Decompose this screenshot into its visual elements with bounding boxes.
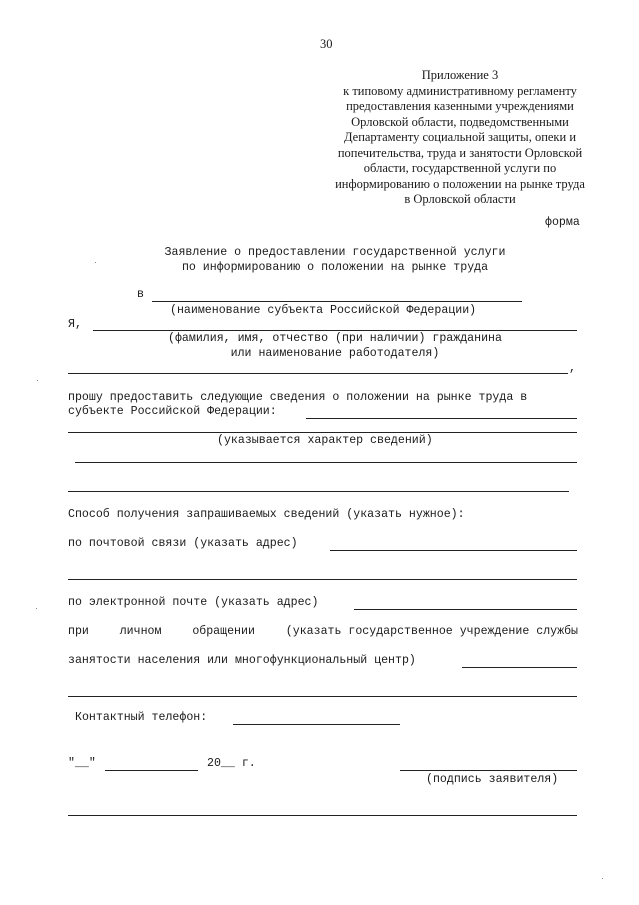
signature-field-line[interactable] [400, 770, 577, 771]
i-prefix: Я, [68, 318, 82, 331]
appendix-line: Орловской области, подведомственными [351, 114, 569, 129]
appendix-title: Приложение 3 [421, 68, 499, 82]
form-heading-line2: по информированию о положении на рынке труда [181, 261, 489, 274]
signature-caption: (подпись заявителя) [426, 773, 559, 786]
form-label: форма [545, 216, 580, 229]
request-text-line1: прошу предоставить следующие сведения о положении на рынке труда в [68, 391, 528, 404]
appendix-line: в Орловской области [404, 192, 516, 206]
in-person-line2: занятости населения или многофункциональный центр) [68, 654, 416, 667]
appendix-line: к типовому административному регламенту [343, 83, 577, 98]
in-person-word: личном [119, 625, 162, 638]
quote-close: " [88, 757, 96, 770]
scan-speck [36, 608, 37, 609]
scan-speck [602, 878, 603, 879]
form-heading-line1: Заявление о предоставлении государственной услуги [164, 246, 506, 259]
scan-speck [95, 262, 96, 263]
subject-field-line[interactable] [152, 301, 522, 302]
in-person-field-line[interactable] [462, 667, 577, 668]
month-field-line[interactable] [105, 770, 198, 771]
email-address-line[interactable] [354, 609, 577, 610]
in-person-word: обращении [192, 625, 255, 638]
in-person-line1 [68, 625, 578, 639]
by-email-label: по электронной почте (указать адрес) [68, 596, 319, 609]
year-suffix: г. [241, 757, 256, 770]
in-person-word: при [68, 625, 89, 638]
bottom-rule [68, 815, 577, 816]
phone-field-line[interactable] [233, 724, 400, 725]
day-blank[interactable]: __ [74, 757, 89, 770]
info-field-line-4[interactable] [68, 491, 569, 492]
year-blank[interactable]: __ [220, 757, 235, 770]
name-caption-line2: или наименование работодателя) [230, 347, 440, 360]
appendix-line: Департаменту социальной защиты, опеки и [343, 130, 577, 144]
scan-speck [37, 380, 38, 381]
appendix-line: области, государственной услуги по [363, 161, 557, 175]
post-address-line-2[interactable] [68, 579, 577, 580]
info-field-line-3[interactable] [75, 462, 577, 463]
info-field-line[interactable] [306, 418, 577, 419]
page-number: 30 [320, 37, 333, 51]
comma: , [569, 362, 576, 375]
year-prefix: 20 [207, 757, 221, 770]
info-field-line-2[interactable] [68, 432, 577, 433]
request-text-line2: субъекте Российской Федерации: [68, 405, 277, 418]
name-caption-line1: (фамилия, имя, отчество (при наличии) гражданина [168, 332, 502, 345]
subject-caption: (наименование субъекта Российской Федерации) [170, 304, 477, 317]
to-prefix: в [137, 288, 144, 301]
appendix-line: предоставления казенными учреждениями [346, 99, 574, 113]
phone-label: Контактный телефон: [75, 711, 208, 724]
year-row [207, 757, 256, 771]
quote-open: " [68, 757, 75, 770]
info-caption: (указывается характер сведений) [217, 434, 433, 447]
name-field-line-2[interactable] [68, 373, 568, 374]
method-title: Способ получения запрашиваемых сведений (указать нужное): [68, 508, 465, 521]
appendix-line: попечительства, труда и занятости Орловской [337, 145, 583, 160]
name-field-line[interactable] [93, 330, 577, 331]
date-row [68, 757, 96, 771]
in-person-field-line-2[interactable] [68, 696, 577, 697]
appendix-line: информированию о положении на рынке труда [335, 176, 585, 191]
appendix-block [315, 68, 605, 208]
by-post-label: по почтовой связи (указать адрес) [68, 537, 298, 550]
post-address-line[interactable] [330, 550, 577, 551]
in-person-word: (указать государственное учреждение службы [285, 625, 578, 638]
